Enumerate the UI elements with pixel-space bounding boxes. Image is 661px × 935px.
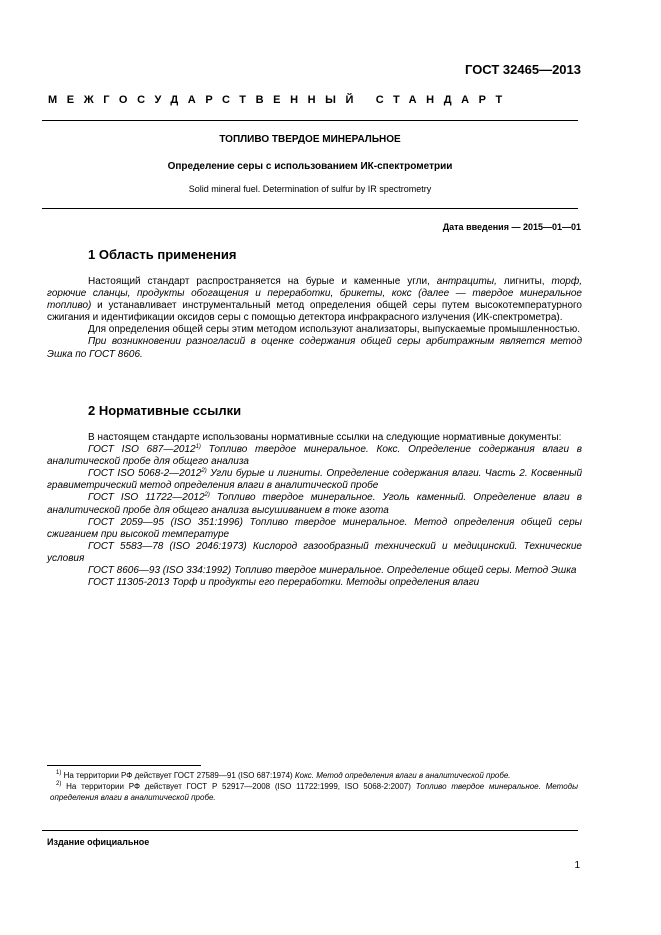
scope-paragraph: Настоящий стандарт распространяется на бурые и каменные угли, антрациты, лигниты, торф, горючие сланцы, продукты обогащения и переработки, брикеты, кокс (далее — твердое минеральное топливо) и устанавливает инструментальный метод определения общей серы путем высокотемпературного сжигания и идентификации оксидов серы с помощью детектора инфракрасного излучения (ИК-спектрометра). [47,276,582,324]
footnote-separator [47,765,201,766]
footnotes [50,770,578,803]
section-2-heading: 2 Нормативные ссылки [88,403,242,418]
footnote-1: $^{1)}$ На территории РФ действует ГОСТ 27589—91 (ISO 687:1974) Кокс. Метод определения влаги в аналитической пробе. [56,770,511,780]
document-title: ТОПЛИВО ТВЕРДОЕ МИНЕРАЛЬНОЕ [219,134,401,145]
analyzers-paragraph: Для определения общей серы этим методом используют анализаторы, выпускаемые промышленностью. [88,324,580,336]
reference-item: ГОСТ ISO 687—2012$^{1)}$ Топливо твердое минеральное. Кокс. Определение содержания влаги в аналитической пробе для общего анализа [47,444,582,468]
section-1-body [47,276,582,361]
references-intro: В настоящем стандарте использованы нормативные ссылки на следующие нормативные документы: [88,432,562,443]
arbitration-paragraph: При возникновении разногласий в оценке содержания общей серы арбитражным является метод Эшка по ГОСТ 8606. [47,336,582,360]
standard-banner: МЕЖГОСУДАРСТВЕННЫЙ СТАНДАРТ [48,94,512,106]
section-2-body [47,432,582,589]
reference-item: ГОСТ 11305-2013 Торф и продукты его переработки. Методы определения влаги [88,577,480,589]
header-rule [42,120,578,121]
footer-rule [42,830,578,831]
document-subtitle: Определение серы с использованием ИК-спектрометрии [167,161,453,172]
introduction-date: Дата введения — 2015—01—01 [442,222,581,232]
title-rule [42,208,578,209]
english-title: Solid mineral fuel. Determination of sulfur by IR spectrometry [188,184,432,194]
reference-item: ГОСТ ISO 11722—2012$^{2)}$ Топливо твердое минеральное. Уголь каменный. Определение влаги в аналитической пробе для общего анализа высушиванием в токе азота [47,492,583,516]
edition-label: Издание официальное [47,837,150,847]
page-number: 1 [574,860,580,871]
document-code: ГОСТ 32465—2013 [465,62,581,77]
reference-item: ГОСТ ISO 5068-2—2012$^{2)}$ Угли бурые и лигниты. Определение содержания влаги. Часть 2. Косвенный гравиметрический метод определения влаги в аналитической пробе [47,468,582,492]
reference-item: ГОСТ 5583—78 (ISO 2046:1973) Кислород газообразный технический и медицинский. Технические условия [47,540,582,564]
reference-item: ГОСТ 2059—95 (ISO 351:1996) Топливо твердое минеральное. Метод определения общей серы сжиганием при высокой температуре [47,516,583,540]
section-1-heading: 1 Область применения [88,247,237,262]
footnote-2: $^{2)}$ На территории РФ действует ГОСТ Р 52917—2008 (ISO 11722:1999, ISO 5068-2:2007) Топливо твердое минеральное. Методы определения влаги в аналитической пробе. [50,781,578,802]
reference-item: ГОСТ 8606—93 (ISO 334:1992) Топливо твердое минеральное. Определение общей серы. Метод Эшка [88,565,577,577]
